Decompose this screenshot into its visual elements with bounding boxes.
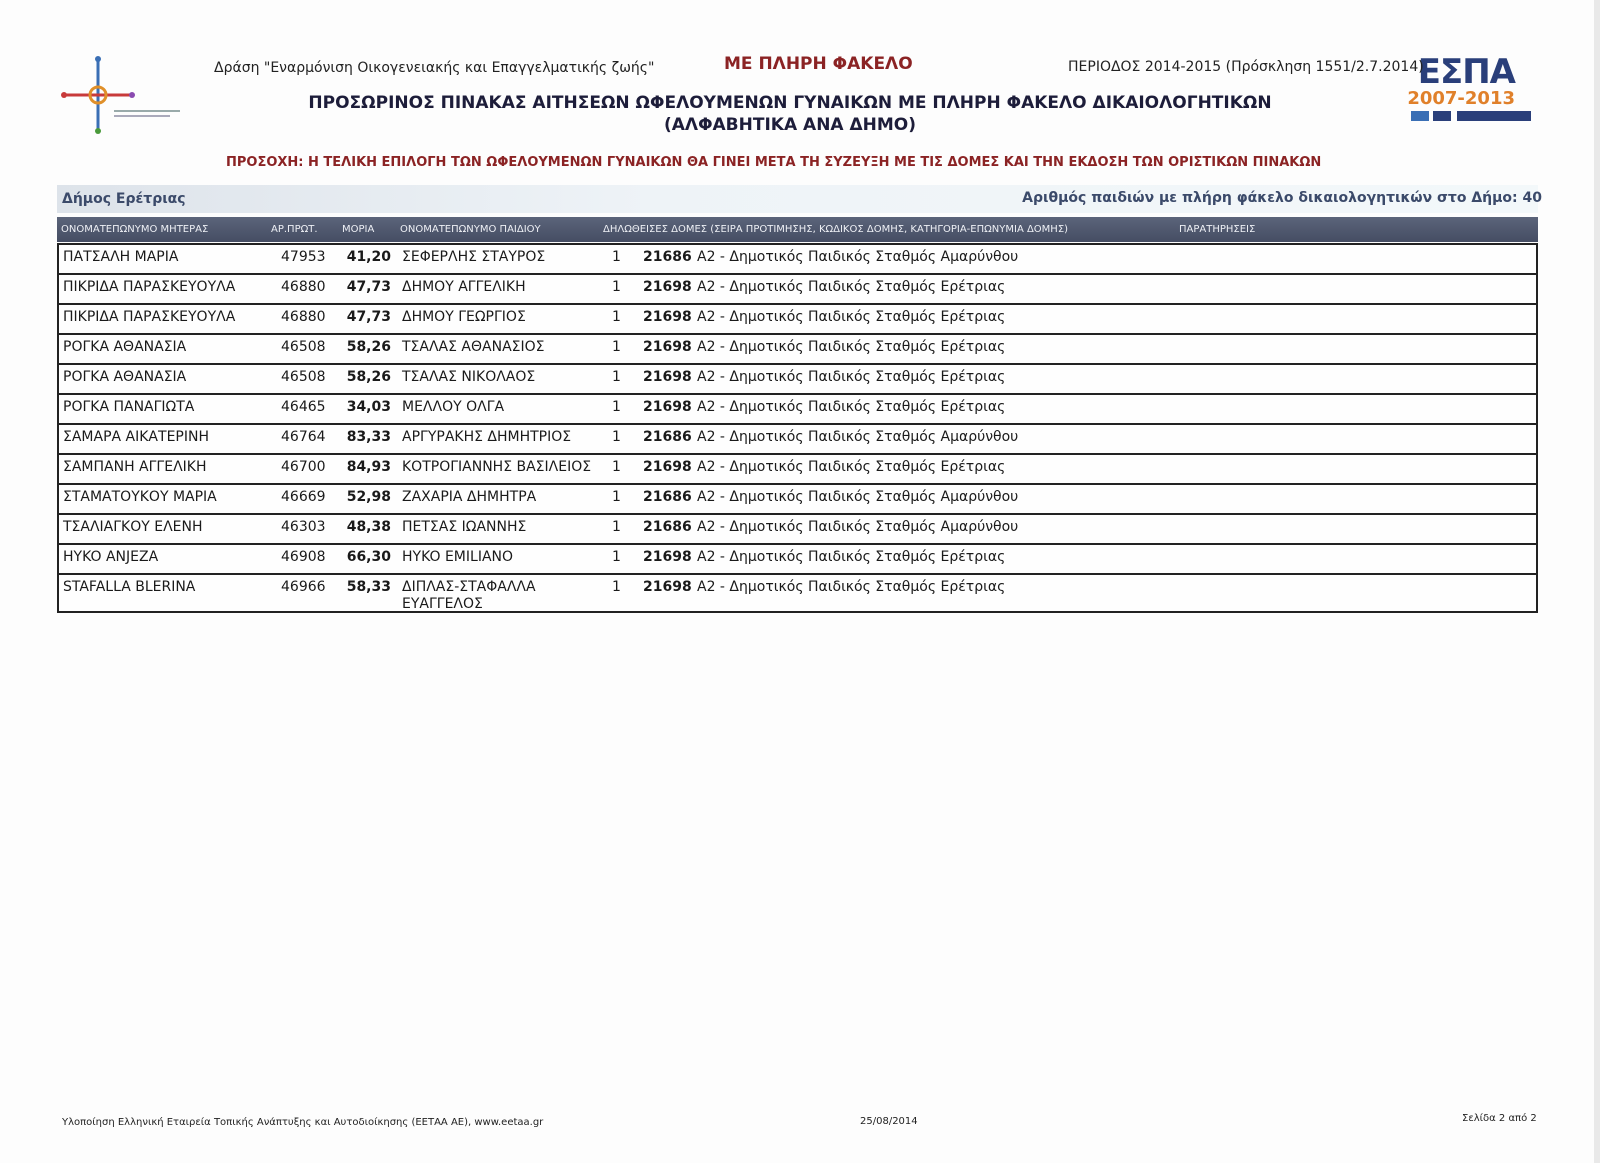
municipality-name: Δήμος Ερέτριας	[62, 191, 186, 207]
child-name: ΑΡΓΥΡΑΚΗΣ ΔΗΜΗΤΡΙΟΣ	[402, 429, 572, 445]
preference-order: 1	[612, 549, 621, 565]
period-label: ΠΕΡΙΟΔΟΣ 2014-2015 (Πρόσκληση 1551/2.7.2014)	[1068, 59, 1424, 75]
child-name: ΤΣΑΛΑΣ ΝΙΚΟΛΑΟΣ	[402, 369, 536, 385]
table-row	[57, 425, 1538, 455]
points: 47,73	[346, 309, 391, 325]
preference-order: 1	[612, 489, 621, 505]
table-row	[57, 365, 1538, 395]
structure-code: 21698	[643, 579, 692, 595]
child-name: ΔΗΜΟΥ ΓΕΩΡΓΙΟΣ	[402, 309, 526, 325]
child-name-line-2: ΕΥΑΓΓΕΛΟΣ	[402, 596, 483, 612]
child-name-line-1: ΔΙΠΛΑΣ-ΣΤΑΦΑΛΛΑ	[402, 579, 536, 595]
child-name: ΤΣΑΛΑΣ ΑΘΑΝΑΣΙΟΣ	[402, 339, 545, 355]
protocol-number: 46880	[281, 279, 326, 295]
structure-code: 21698	[643, 309, 692, 325]
mother-name: ΠΑΤΣΑΛΗ ΜΑΡΙΑ	[63, 249, 179, 265]
mother-name: ΣΤΑΜΑΤΟΥΚΟΥ ΜΑΡΙΑ	[63, 489, 217, 505]
table-row	[57, 395, 1538, 425]
espa-logo-years: 2007-2013	[1407, 88, 1515, 109]
structure-code: 21698	[643, 339, 692, 355]
structure-code: 21698	[643, 459, 692, 475]
protocol-number: 46303	[281, 519, 326, 535]
applications-table	[57, 243, 1538, 613]
preference-order: 1	[612, 249, 621, 265]
structure-name: Α2 - Δημοτικός Παιδικός Σταθμός Ερέτριας	[697, 339, 1006, 355]
title-line-2: (ΑΛΦΑΒΗΤΙΚΑ ΑΝΑ ΔΗΜΟ)	[663, 115, 917, 135]
structure-name: Α2 - Δημοτικός Παιδικός Σταθμός Ερέτριας	[697, 279, 1006, 295]
points: 52,98	[346, 489, 391, 505]
structure-name: Α2 - Δημοτικός Παιδικός Σταθμός Ερέτριας	[697, 549, 1006, 565]
structure-name: Α2 - Δημοτικός Παιδικός Σταθμός Ερέτριας	[697, 459, 1006, 475]
page-title	[300, 92, 1280, 136]
preference-order: 1	[612, 279, 621, 295]
points: 58,26	[346, 339, 391, 355]
table-row	[57, 275, 1538, 305]
structure-name: Α2 - Δημοτικός Παιδικός Σταθμός Ερέτριας	[697, 309, 1006, 325]
col-points: ΜΟΡΙΑ	[342, 224, 375, 235]
protocol-number: 46908	[281, 549, 326, 565]
child-name: ΚΟΤΡΟΓΙΑΝΝΗΣ ΒΑΣΙΛΕΙΟΣ	[402, 459, 592, 475]
mother-name: ΠΙΚΡΙΔΑ ΠΑΡΑΣΚΕΥΟΥΛΑ	[63, 279, 236, 295]
scan-edge	[1594, 0, 1600, 1163]
structure-code: 21686	[643, 429, 692, 445]
protocol-number: 47953	[281, 249, 326, 265]
points: 83,33	[346, 429, 391, 445]
protocol-number: 46764	[281, 429, 326, 445]
footer-credit: Υλοποίηση Ελληνική Εταιρεία Τοπικής Ανάπτυξης και Αυτοδιοίκησης (ΕΕΤΑΑ ΑΕ), www.eetaa.gr	[62, 1117, 544, 1128]
mother-name: ΣΑΜΠΑΝΗ ΑΓΓΕΛΙΚΗ	[63, 459, 207, 475]
municipality-count: Αριθμός παιδιών με πλήρη φάκελο δικαιολογητικών στο Δήμο: 40	[1022, 190, 1542, 206]
mother-name: ΤΣΑΛΙΑΓΚΟΥ ΕΛΕΝΗ	[63, 519, 203, 535]
structure-name: Α2 - Δημοτικός Παιδικός Σταθμός Ερέτριας	[697, 579, 1006, 595]
mother-name: STAFALLA BLERINA	[63, 579, 196, 595]
protocol-number: 46880	[281, 309, 326, 325]
points: 84,93	[346, 459, 391, 475]
child-name: ΖΑΧΑΡΙΑ ΔΗΜΗΤΡΑ	[402, 489, 537, 505]
action-title: Δράση "Εναρμόνιση Οικογενειακής και Επαγγελματικής ζωής"	[214, 60, 655, 76]
program-logo-icon	[60, 55, 190, 135]
points: 58,33	[346, 579, 391, 595]
child-name: ΠΕΤΣΑΣ ΙΩΑΝΝΗΣ	[402, 519, 527, 535]
child-name	[402, 579, 536, 613]
structure-name: Α2 - Δημοτικός Παιδικός Σταθμός Αμαρύνθου	[697, 429, 1019, 445]
child-name: ΔΗΜΟΥ ΑΓΓΕΛΙΚΗ	[402, 279, 526, 295]
col-notes: ΠΑΡΑΤΗΡΗΣΕΙΣ	[1179, 224, 1256, 235]
structure-code: 21698	[643, 549, 692, 565]
espa-logo	[1405, 52, 1535, 125]
table-row	[57, 485, 1538, 515]
protocol-number: 46465	[281, 399, 326, 415]
col-prot: ΑΡ.ΠΡΩΤ.	[271, 224, 318, 235]
col-structures: ΔΗΛΩΘΕΙΣΕΣ ΔΟΜΕΣ (ΣΕΙΡΑ ΠΡΟΤΙΜΗΣΗΣ, ΚΩΔΙΚΟΣ ΔΟΜΗΣ, ΚΑΤΗΓΟΡΙΑ-ΕΠΩΝΥΜΙΑ ΔΟΜΗΣ)	[603, 224, 1069, 235]
points: 48,38	[346, 519, 391, 535]
mother-name: ΡΟΓΚΑ ΑΘΑΝΑΣΙΑ	[63, 339, 187, 355]
protocol-number: 46669	[281, 489, 326, 505]
title-line-1: ΠΡΟΣΩΡΙΝΟΣ ΠΙΝΑΚΑΣ ΑΙΤΗΣΕΩΝ ΩΦΕΛΟΥΜΕΝΩΝ ΓΥΝΑΙΚΩΝ ΜΕ ΠΛΗΡΗ ΦΑΚΕΛΟ ΔΙΚΑΙΟΛΟΓΗΤΙΚΩΝ	[308, 93, 1272, 113]
preference-order: 1	[612, 519, 621, 535]
table-row	[57, 305, 1538, 335]
points: 41,20	[346, 249, 391, 265]
table-row	[57, 515, 1538, 545]
preference-order: 1	[612, 309, 621, 325]
structure-name: Α2 - Δημοτικός Παιδικός Σταθμός Αμαρύνθου	[697, 249, 1019, 265]
points: 58,26	[346, 369, 391, 385]
points: 34,03	[346, 399, 391, 415]
child-name: ΜΕΛΛΟΥ ΟΛΓΑ	[402, 399, 505, 415]
mother-name: ΡΟΓΚΑ ΠΑΝΑΓΙΩΤΑ	[63, 399, 195, 415]
table-row	[57, 575, 1538, 613]
preference-order: 1	[612, 579, 621, 595]
mother-name: HYKO ANJEZA	[63, 549, 159, 565]
espa-logo-title: ΕΣΠΑ	[1417, 52, 1515, 92]
structure-code: 21698	[643, 399, 692, 415]
table-row	[57, 243, 1538, 275]
structure-code: 21698	[643, 279, 692, 295]
preference-order: 1	[612, 369, 621, 385]
structure-name: Α2 - Δημοτικός Παιδικός Σταθμός Ερέτριας	[697, 369, 1006, 385]
col-mother: ΟΝΟΜΑΤΕΠΩΝΥΜΟ ΜΗΤΕΡΑΣ	[61, 224, 209, 235]
page-number: Σελίδα 2 από 2	[1462, 1113, 1537, 1124]
structure-name: Α2 - Δημοτικός Παιδικός Σταθμός Αμαρύνθου	[697, 519, 1019, 535]
footer-date: 25/08/2014	[860, 1116, 918, 1127]
preference-order: 1	[612, 459, 621, 475]
protocol-number: 46700	[281, 459, 326, 475]
points: 47,73	[346, 279, 391, 295]
protocol-number: 46508	[281, 369, 326, 385]
table-row	[57, 455, 1538, 485]
mother-name: ΡΟΓΚΑ ΑΘΑΝΑΣΙΑ	[63, 369, 187, 385]
structure-name: Α2 - Δημοτικός Παιδικός Σταθμός Ερέτριας	[697, 399, 1006, 415]
preference-order: 1	[612, 399, 621, 415]
preference-order: 1	[612, 339, 621, 355]
col-child: ΟΝΟΜΑΤΕΠΩΝΥΜΟ ΠΑΙΔΙΟΥ	[400, 224, 541, 235]
structure-code: 21686	[643, 249, 692, 265]
protocol-number: 46508	[281, 339, 326, 355]
structure-code: 21686	[643, 489, 692, 505]
full-file-label: ΜΕ ΠΛΗΡΗ ΦΑΚΕΛΟ	[724, 54, 913, 74]
table-header	[57, 217, 1538, 242]
structure-name: Α2 - Δημοτικός Παιδικός Σταθμός Αμαρύνθου	[697, 489, 1019, 505]
preference-order: 1	[612, 429, 621, 445]
table-row	[57, 545, 1538, 575]
eu-flags-icon	[1411, 111, 1531, 121]
points: 66,30	[346, 549, 391, 565]
child-name: ΣΕΦΕΡΛΗΣ ΣΤΑΥΡΟΣ	[402, 249, 546, 265]
structure-code: 21698	[643, 369, 692, 385]
child-name: HYKO EMILIANO	[402, 549, 514, 565]
mother-name: ΠΙΚΡΙΔΑ ΠΑΡΑΣΚΕΥΟΥΛΑ	[63, 309, 236, 325]
table-row	[57, 335, 1538, 365]
structure-code: 21686	[643, 519, 692, 535]
warning-notice: ΠΡΟΣΟΧΗ: Η ΤΕΛΙΚΗ ΕΠΙΛΟΓΗ ΤΩΝ ΩΦΕΛΟΥΜΕΝΩΝ ΓΥΝΑΙΚΩΝ ΘΑ ΓΙΝΕΙ ΜΕΤΑ ΤΗ ΣΥΖΕΥΞΗ ΜΕ ΤΙΣ ΔΟΜΕΣ ΚΑΙ ΤΗΝ ΕΚΔΟΣΗ ΤΩΝ ΟΡΙΣΤΙΚΩΝ ΠΙΝΑΚΩΝ	[226, 155, 1322, 170]
mother-name: ΣΑΜΑΡΑ ΑΙΚΑΤΕΡΙΝΗ	[63, 429, 209, 445]
protocol-number: 46966	[281, 579, 326, 595]
